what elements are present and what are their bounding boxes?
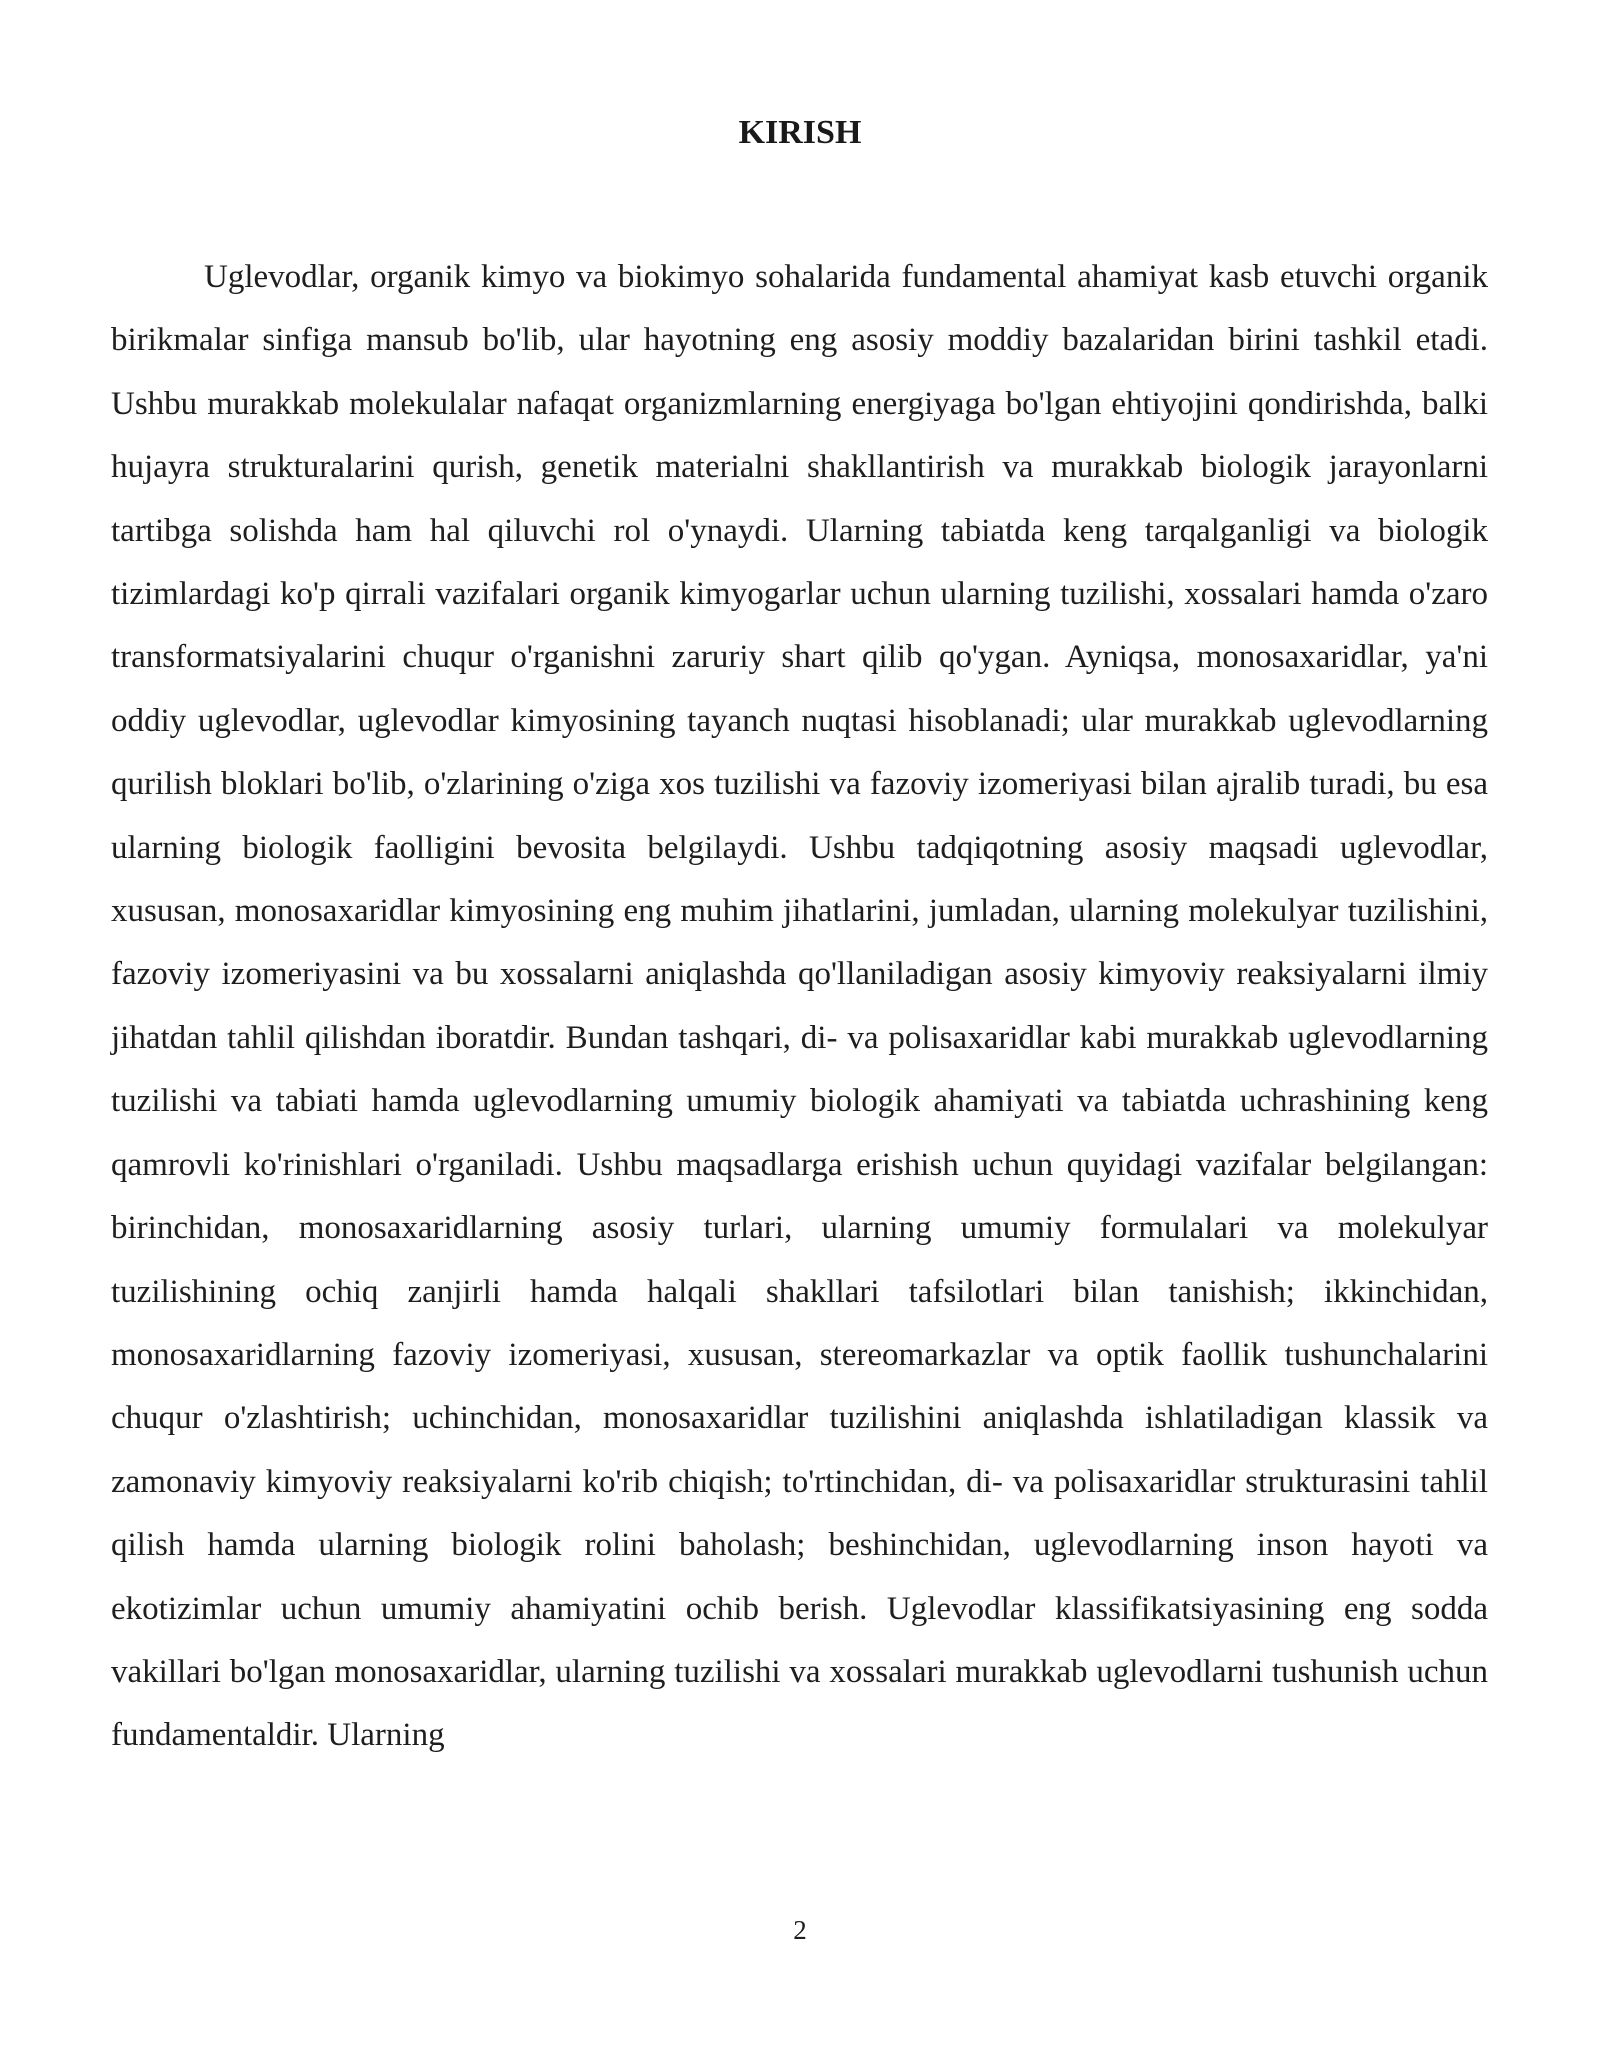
body-paragraph: Uglevodlar, organik kimyo va biokimyo sohalarida fundamental ahamiyat kasb etuvchi organik birikmalar sinfiga mansub bo'lib, ular hayotning eng asosiy moddiy bazalaridan birini tashkil etadi. Ushbu murakkab molekulalar nafaqat organizmlarning energiyaga bo'lgan ehtiyojini qondirishda, balki hujayra strukturalarini qurish, genetik materialni shakllantirish va murakkab biologik jarayonlarni tartibga solishda ham hal qiluvchi rol o'ynaydi. Ularning tabiatda keng tarqalganligi va biologik tizimlardagi ko'p qirrali vazifalari organik kimyogarlar uchun ularning tuzilishi, xossalari hamda o'zaro transformatsiyalarini chuqur o'rganishni zaruriy shart qilib qo'ygan. Ayniqsa, monosaxaridlar, ya'ni oddiy uglevodlar, uglevodlar kimyosining tayanch nuqtasi hisoblanadi; ular murakkab uglevodlarning qurilish bloklari bo'lib, o'zlarining o'ziga xos tuzilishi va fazoviy izomeriyasi bilan ajralib turadi, bu esa ularning biologik faolligini bevosita belgilaydi. Ushbu tadqiqotning asosiy maqsadi uglevodlar, xususan, monosaxaridlar kimyosining eng muhim jihatlarini, jumladan, ularning molekulyar tuzilishini, fazoviy izomeriyasini va bu xossalarni aniqlashda qo'llaniladigan asosiy kimyoviy reaksiyalarni ilmiy jihatdan tahlil qilishdan iboratdir. Bundan tashqari, di- va polisaxaridlar kabi murakkab uglevodlarning tuzilishi va tabiati hamda uglevodlarning umumiy biologik ahamiyati va tabiatda uchrashining keng qamrovli ko'rinishlari o'rganiladi. Ushbu maqsadlarga erishish uchun quyidagi vazifalar belgilangan: birinchidan, monosaxaridlarning asosiy turlari, ularning umumiy formulalari va molekulyar tuzilishining ochiq zanjirli hamda halqali shakllari tafsilotlari bilan tanishish; ikkinchidan, monosaxaridlarning fazoviy izomeriyasi, xususan, stereomarkazlar va optik faollik tushunchalarini chuqur o'zlashtirish; uchinchidan, monosaxaridlar tuzilishini aniqlashda ishlatiladigan klassik va zamonaviy kimyoviy reaksiyalarni ko'rib chiqish; to'rtinchidan, di- va polisaxaridlar strukturasini tahlil qilish hamda ularning biologik rolini baholash; beshinchidan, uglevodlarning inson hayoti va ekotizimlar uchun umumiy ahamiyatini ochib berish. Uglevodlar klassifikatsiyasining eng sodda vakillari bo'lgan monosaxaridlar, ularning tuzilishi va xossalari murakkab uglevodlarni tushunish uchun fundamentaldir. Ularning	[111, 259, 1488, 1754]
section-heading: KIRISH	[738, 114, 862, 151]
page-number: 2	[793, 1915, 807, 1945]
